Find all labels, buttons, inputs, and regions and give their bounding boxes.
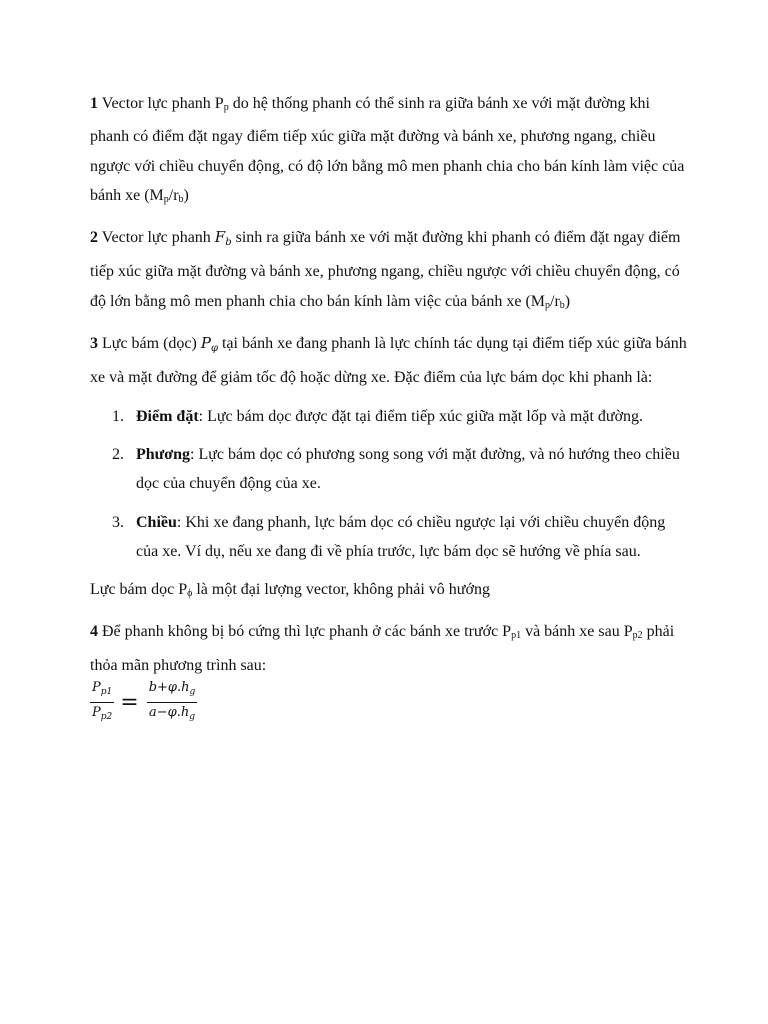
equals-sign: = xyxy=(120,690,139,716)
list-marker: 2. xyxy=(112,445,124,463)
math-symbol xyxy=(214,228,232,249)
paragraph-2 xyxy=(90,223,690,320)
subscript: b xyxy=(559,299,565,311)
list-item-text: : Khi xe đang phanh, lực bám dọc có chiều ngược lại với chiều chuyển động của xe. Ví dụ, nếu xe đang đi về phía trước, lực bám dọc sẽ hướng về phía sau. xyxy=(136,513,666,560)
math-subscript: g xyxy=(189,712,195,723)
characteristics-list xyxy=(90,402,690,566)
text: là một đại lượng vector, không phải vô hướng xyxy=(192,581,490,599)
text: Vector lực phanh xyxy=(101,229,215,247)
math-letter: F xyxy=(214,228,226,247)
text: /r xyxy=(168,186,179,204)
fraction-numerator xyxy=(147,678,198,702)
paragraph-3 xyxy=(90,329,690,393)
math-subscript: p2 xyxy=(100,712,113,723)
fraction-denominator xyxy=(90,703,114,727)
item-number: 1 xyxy=(90,95,98,112)
subscript: p1 xyxy=(511,630,522,642)
math-subscript: p1 xyxy=(100,687,113,698)
text: và bánh xe sau P xyxy=(521,623,633,641)
list-item-term: Chiều xyxy=(136,513,177,531)
brake-force-formula xyxy=(90,678,690,727)
text: ) xyxy=(183,186,189,204)
list-item-text: : Lực bám dọc được đặt tại điểm tiếp xúc giữa mặt lốp và mặt đường. xyxy=(198,407,644,425)
item-number: 4 xyxy=(90,623,98,641)
text: do hệ thống phanh có thể sinh ra giữa bánh xe với mặt đường khi phanh có điểm đặt ngay điểm tiếp xúc giữa mặt đường và bánh xe, phương ngang, chiều ngược với chiều chuyển động, có độ lớn bằng mô men phanh chia cho bán kính làm việc của bánh xe (M xyxy=(90,95,685,204)
list-item xyxy=(90,440,690,499)
text: tại bánh xe đang phanh là lực chính tác dụng tại điểm tiếp xúc giữa bánh xe và mặt đường để giảm tốc độ hoặc dừng xe. Đặc điểm của lực bám dọc khi phanh là: xyxy=(90,335,687,387)
text: phải thỏa mãn phương trình sau: xyxy=(90,623,675,674)
text: Lực bám (dọc) xyxy=(102,335,201,353)
fraction-denominator xyxy=(147,703,197,727)
text: sinh ra giữa bánh xe với mặt đường khi phanh có điểm đặt ngay điểm tiếp xúc giữa mặt đường và bánh xe, phương ngang, chiều ngược với chiều chuyển động, có độ lớn bằng mô men phanh chia cho bán kính làm việc của bánh xe (M xyxy=(90,229,681,310)
math-letter: P xyxy=(92,705,101,721)
text: /r xyxy=(550,292,560,310)
text: Để phanh không bị bó cứng thì lực phanh ở các bánh xe trước P xyxy=(98,623,512,641)
math-subscript: φ xyxy=(210,343,218,355)
subscript: p xyxy=(163,193,169,205)
note-paragraph xyxy=(90,575,690,608)
right-fraction xyxy=(147,678,198,727)
subscript: b xyxy=(178,193,184,205)
text: Lực bám dọc P xyxy=(90,581,188,599)
paragraph-4 xyxy=(90,617,690,680)
text: Vector lực phanh P xyxy=(101,95,224,112)
list-item-term: Điểm đặt xyxy=(136,407,199,425)
list-item-text: : Lực bám dọc có phương song song với mặt đường, và nó hướng theo chiều dọc của chuyển động của xe. xyxy=(136,445,680,493)
subscript: ϕ xyxy=(187,588,193,600)
fraction-numerator xyxy=(90,678,114,702)
list-marker: 3. xyxy=(112,513,124,531)
list-item xyxy=(90,402,690,431)
list-marker: 1. xyxy=(112,407,124,425)
paragraph-1 xyxy=(90,89,690,214)
math-subscript: b xyxy=(225,237,232,249)
list-item-term: Phương xyxy=(136,445,191,463)
math-symbol xyxy=(200,334,218,355)
document-page xyxy=(90,89,690,727)
list-item xyxy=(90,508,690,567)
text: ) xyxy=(564,292,571,310)
subscript: p xyxy=(223,102,229,113)
math-letter: P xyxy=(200,334,211,353)
item-number: 2 xyxy=(90,229,98,247)
item-number: 3 xyxy=(90,335,98,353)
math-subscript: g xyxy=(189,687,196,698)
subscript: p2 xyxy=(632,630,643,642)
math-expression: a−φ.h xyxy=(148,705,190,721)
subscript: p xyxy=(545,299,550,311)
math-letter: P xyxy=(92,680,101,696)
math-expression: b+φ.h xyxy=(148,680,190,696)
left-fraction xyxy=(90,678,114,727)
